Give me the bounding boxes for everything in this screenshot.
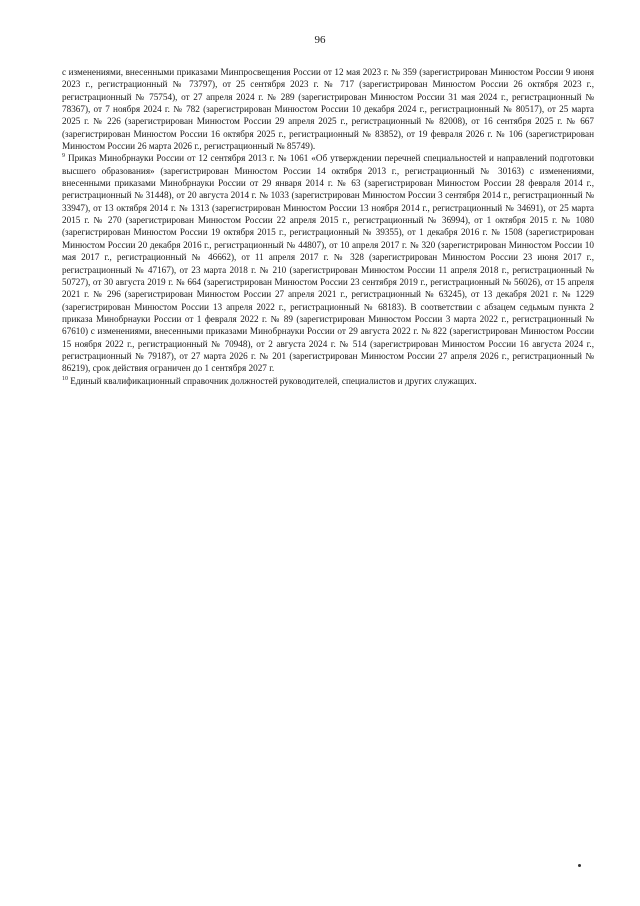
footnote-continuation xyxy=(62,66,594,152)
footnote-text: Приказ Минобрнауки России от 12 сентября 2013 г. № 1061 «Об утверждении перечней специальностей и направлений подготовки высшего образования» (зарегистрирован Минюстом России 14 октября 2013 г., регистрационный № 30163) с изменениями, внесенными приказами Минобрнауки России от 29 января 2014 г. № 63 (зарегистрирован Минюстом России 28 февраля 2014 г., регистрационный № 31448), от 20 августа 2014 г. № 1033 (зарегистрирован Минюстом России 3 сентября 2014 г., регистрационный № 33947), от 13 октября 2014 г. № 1313 (зарегистрирован Минюстом России 13 ноября 2014 г., регистрационный № 34691), от 25 марта 2015 г. № 270 (зарегистрирован Минюстом России 22 апреля 2015 г., регистрационный № 36994), от 1 октября 2015 г. № 1080 (зарегистрирован Минюстом России 19 октября 2015 г., регистрационный № 39355), от 1 декабря 2016 г. № 1508 (зарегистрирован Минюстом России 20 декабря 2016 г., регистрационный № 44807), от 10 апреля 2017 г. № 320 (зарегистрирован Минюстом России 10 мая 2017 г., регистрационный № 46662), от 11 апреля 2017 г. № 328 (зарегистрирован Минюстом России 23 июня 2017 г., регистрационный № 47167), от 23 марта 2018 г. № 210 (зарегистрирован Минюстом России 11 апреля 2018 г., регистрационный № 50727), от 30 августа 2019 г. № 664 (зарегистрирован Минюстом России 23 сентября 2019 г., регистрационный № 56026), от 15 апреля 2021 г. № 296 (зарегистрирован Минюстом России 27 апреля 2021 г., регистрационный № 63245), от 13 декабря 2021 г. № 1229 (зарегистрирован Минюстом России 13 апреля 2022 г., регистрационный № 68183). В соответствии с абзацем седьмым пункта 2 приказа Минобрнауки России от 1 февраля 2022 г. № 89 (зарегистрирован Минюстом России 3 марта 2022 г., регистрационный № 67610) с изменениями, внесенными приказами Минобрнауки России от 29 августа 2022 г. № 822 (зарегистрирован Минюстом России 15 ноября 2022 г., регистрационный № 70948), от 2 августа 2024 г. № 514 (зарегистрирован Минюстом России 16 августа 2024 г., регистрационный № 79187), от 27 марта 2026 г. № 201 (зарегистрирован Минюстом России 27 апреля 2026 г., регистрационный № 86219), срок действия ограничен до 1 сентября 2027 г. xyxy=(62,153,594,374)
footnote-10 xyxy=(62,375,594,387)
scan-dot-mark xyxy=(578,864,581,867)
footnote-marker: 10 xyxy=(62,375,68,382)
footnote-9 xyxy=(62,152,594,374)
page-number: 96 xyxy=(314,34,326,46)
footnote-marker: 9 xyxy=(62,153,65,160)
footnote-text: Единый квалификационный справочник должностей руководителей, специалистов и других служащих. xyxy=(68,375,477,386)
footnotes-section xyxy=(62,66,594,387)
footnote-text: с изменениями, внесенными приказами Минпросвещения России от 12 мая 2023 г. № 359 (зарегистрирован Минюстом России 9 июня 2023 г., регистрационный № 73797), от 25 сентября 2023 г. № 717 (зарегистрирован Минюстом России 26 октября 2023 г., регистрационный № 75754), от 27 апреля 2024 г. № 289 (зарегистрирован Минюстом России 31 мая 2024 г., регистрационный № 78367), от 7 ноября 2024 г. № 782 (зарегистрирован Минюстом России 10 декабря 2024 г., регистрационный № 80517), от 25 марта 2025 г. № 226 (зарегистрирован Минюстом России 29 апреля 2025 г., регистрационный № 82008), от 16 сентября 2025 г. № 667 (зарегистрирован Минюстом России 16 октября 2025 г., регистрационный № 83852), от 19 февраля 2026 г. № 106 (зарегистрирован Минюстом России 26 марта 2026 г., регистрационный № 85749). xyxy=(62,67,594,152)
